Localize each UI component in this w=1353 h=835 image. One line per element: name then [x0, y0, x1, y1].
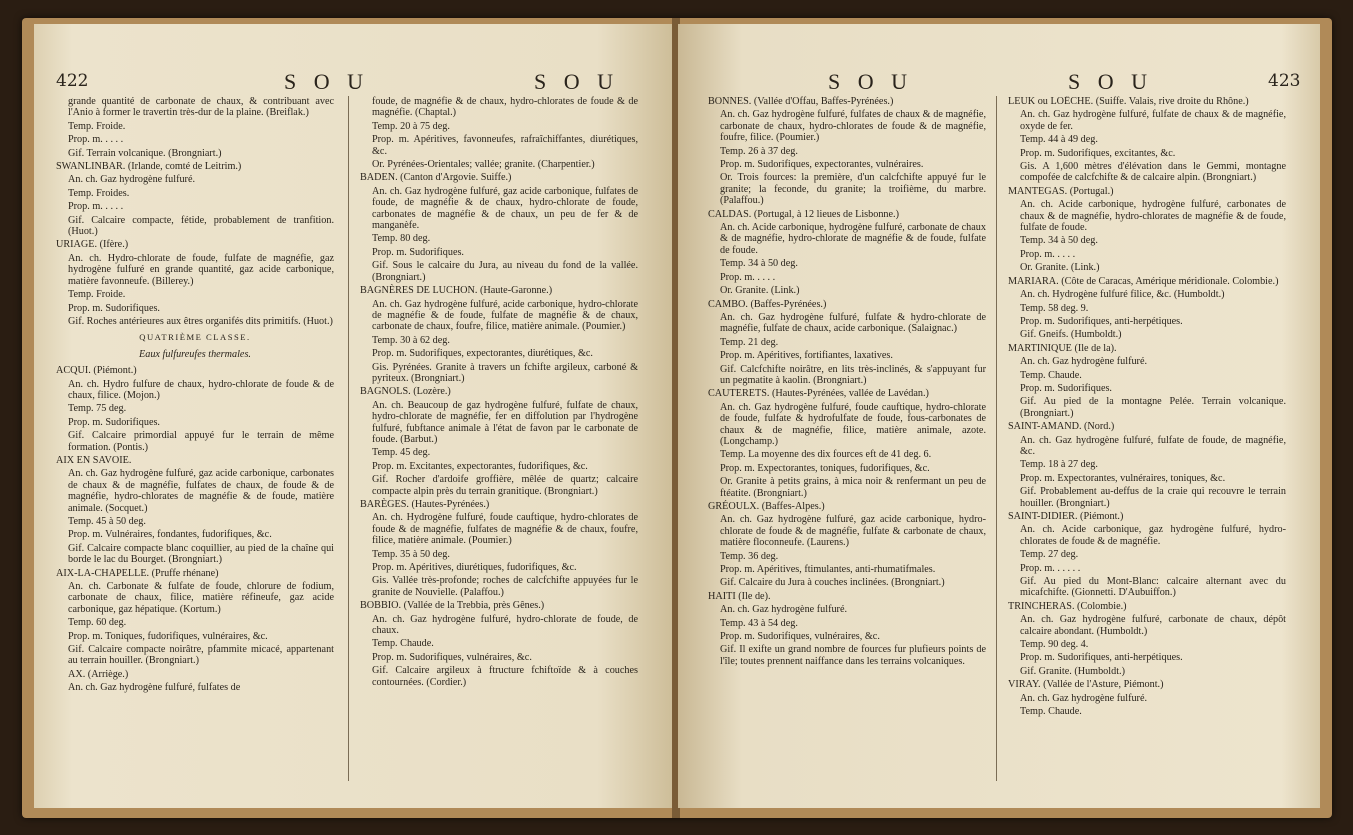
entry-line: URIAGE. (Ifère.) — [56, 239, 129, 251]
entry-line: Temp. Chaude. — [1020, 706, 1082, 718]
entry-line: Gif. Rocher d'ardoife groffière, mêlée de quartz; calcaire compacte alpin près du terrain granitique. (Brongniart.) — [372, 474, 638, 497]
entry-line: Prop. m. Sudorifiques, expectorantes, vulnéraires. — [720, 159, 924, 171]
right-page — [678, 24, 1320, 808]
entry-line: Temp. Chaude. — [1020, 369, 1082, 381]
entry-line: Gif. Probablement au-deffus de la craie qui recouvre le terrain houiller. (Brongniart.) — [1020, 486, 1286, 509]
entry-line: Prop. m. Apéritives, fortifiantes, laxatives. — [720, 350, 893, 362]
entry-line: Temp. Chaude. — [372, 638, 434, 650]
entry-line: Temp. 44 à 49 deg. — [1020, 134, 1098, 146]
entry-line: An. ch. Hydro fulfure de chaux, hydro-chlorate de foude & de chaux, filice. (Mojon.) — [68, 378, 334, 401]
entry-line: Gif. Gneifs. (Humboldt.) — [1020, 329, 1122, 341]
entry-line: Prop. m. Vulnéraires, fondantes, fudorifiques, &c. — [68, 529, 272, 541]
entry-line: Temp. 36 deg. — [720, 550, 779, 562]
entry-line: LEUK ou LOËCHE. (Suiffe. Valais, rive droite du Rhône.) — [1008, 96, 1249, 107]
entry-line: Prop. m. Excitantes, expectorantes, fudorifiques, &c. — [372, 460, 588, 472]
entry-line: Prop. m. Sudorifiques. — [68, 302, 160, 314]
entry-line: AX. (Arriège.) — [68, 668, 129, 680]
entry-line: SWANLINBAR. (Irlande, comté de Leitrim.) — [56, 161, 242, 173]
entry-line: An. ch. Acide carbonique, gaz hydrogène fulfuré, hydro-chlorates de foude & de magnéfie. — [1020, 524, 1286, 547]
entry-line: Temp. Froide. — [68, 120, 126, 132]
entry-line: Gif. Roches antérieures aux êtres organifés dits primitifs. (Huot.) — [68, 315, 333, 327]
left-column-2 — [360, 96, 638, 786]
page-number-left: 422 — [56, 71, 89, 91]
entry-line: Gif. Calcfchifte noirâtre, en lits très-inclinés, & s'appuyant fur un pegmatite à kaolin. (Brongniart.) — [720, 363, 986, 386]
entry-line: Prop. m. Apéritives, diurétiques, fudorifiques, &c. — [372, 562, 577, 574]
entry-line: An. ch. Carbonate & fulfate de foude, chlorure de fodium, carbonate de chaux, filice, matière réfineufe, gaz acide carbonique, gaz hépatique. (Kortum.) — [68, 581, 334, 615]
entry-line: Eaux fulfureufes thermales. — [139, 348, 251, 360]
entry-line: Gif. Calcaire du Jura à couches inclinées. (Brongniart.) — [720, 577, 945, 589]
entry-line: Gif. Calcaire compacte, fétide, probablement de tranfition. (Huot.) — [68, 214, 334, 238]
entry-line: foude, de magnéfie & de chaux, hydro-chlorates de foude & de magnéfie. (Chaptal.) — [372, 96, 638, 119]
entry-line: Temp. 27 deg. — [1020, 549, 1079, 561]
entry-line: An. ch. Gaz hydrogène fulfuré. — [68, 174, 196, 186]
entry-line: Prop. m. Expectorantes, vulnéraires, toniques, &c. — [1020, 472, 1226, 484]
entry-line: QUATRIÈME CLASSE. — [139, 332, 251, 343]
entry-line: Temp. 20 à 75 deg. — [372, 120, 450, 132]
entry-line: An. ch. Gaz hydrogène fulfuré, carbonate de chaux, dépôt calcaire abondant. (Humboldt.) — [1020, 614, 1286, 637]
entry-line: Prop. m. Sudorifiques. — [1020, 382, 1112, 394]
open-book — [22, 18, 1332, 818]
entry-line: Gif. Calcaire argileux à ftructure fchiftoïde & à couches contournées. (Cordier.) — [372, 665, 638, 688]
entry-line: HAITI (Ile de). — [708, 590, 771, 602]
entry-line: Temp. 58 deg. 9. — [1020, 302, 1089, 314]
entry-line: Gis. Vallée très-profonde; roches de calcfchifte appuyées fur le granite de Nouvielle. (Palaffou.) — [372, 575, 638, 598]
running-head-right: S O U — [1068, 69, 1154, 94]
entry-line: Temp. 30 à 62 deg. — [372, 334, 450, 346]
entry-line: Temp. 90 deg. 4. — [1020, 639, 1089, 651]
entry-line: Gif. Au pied de la montagne Pelée. Terrain volcanique. (Brongniart.) — [1020, 396, 1286, 419]
left-column-1 — [56, 96, 334, 786]
right-column-1 — [708, 96, 986, 786]
entry-line: Temp. 21 deg. — [720, 336, 779, 348]
entry-line: Gif. Calcaire primordial appuyé fur le terrain de même formation. (Pontis.) — [68, 430, 334, 453]
entry-line: VIRAY. (Vallée de l'Asture, Piémont.) — [1008, 679, 1164, 691]
entry-line: AIX EN SAVOIE. — [56, 454, 132, 466]
entry-line: Gif. Calcaire compacte blanc coquillier, au pied de la chaîne qui borde le lac du Bourget. (Brongniart.) — [68, 542, 334, 566]
entry-line: Or. Trois fources: la première, d'un calcfchifte appuyé fur le granite; la feconde, du granite; la troifième, du marbre. (Palaffou.) — [720, 172, 986, 207]
entry-line: Temp. 45 à 50 deg. — [68, 516, 146, 527]
entry-line: An. ch. Gaz hydrogène fulfuré, fulfates de chaux & de magnéfie, carbonate de chaux, hydro-chlorates de foude & de magnéfie, foufre, filice. (Poumier.) — [720, 109, 986, 144]
entry-line: Prop. m. . . . . — [68, 201, 124, 213]
entry-line: Prop. m. . . . . — [720, 271, 776, 283]
entry-line: Prop. m. Apéritives, ftimulantes, anti-rhumatifmales. — [720, 564, 936, 576]
entry-line: BAGNÈRES DE LUCHON. (Haute-Garonne.) — [360, 285, 553, 297]
entry-line: Prop. m. Sudorifiques, excitantes, &c. — [1020, 147, 1176, 159]
entry-line: An. ch. Gaz hydrogène fulfuré, foude cauftique, hydro-chlorate de foude, fulfate & hydrofulfate de foude, fous-carbonates de chaux & de magnéfie, filice, matière animale, azote. (Longchamp.) — [720, 401, 986, 447]
running-head-left-col2: S O U — [534, 69, 620, 94]
entry-line: An. ch. Gaz hydrogène fulfuré. — [720, 604, 848, 616]
entry-line: An. ch. Gaz hydrogène fulfuré, gaz acide carbonique, carbonates de chaux & de magnéfie, fulfates de chaux, de foude & de magnéfie, hydro-chlorates de magnéfie & de foude, matière animale. (Socquet.) — [68, 468, 334, 514]
entry-line: Temp. Froides. — [68, 187, 130, 199]
entry-line: TRINCHERAS. (Colombie.) — [1008, 600, 1127, 612]
entry-line: Prop. m. Sudorifiques. — [68, 416, 160, 428]
entry-line: Or. Granite. (Link.) — [1020, 262, 1100, 274]
entry-line: ACQUI. (Piémont.) — [56, 365, 137, 377]
entry-line: Temp. 35 à 50 deg. — [372, 548, 450, 560]
entry-line: Temp. 34 à 50 deg. — [720, 258, 798, 270]
entry-line: GRÉOULX. (Baffes-Alpes.) — [708, 501, 825, 512]
right-column-2 — [1008, 96, 1286, 786]
column-rule — [348, 96, 349, 781]
entry-line: BADEN. (Canton d'Argovie. Suiffe.) — [360, 172, 512, 184]
entry-line: An. ch. Acide carbonique, hydrogène fulfuré, carbonates de chaux & de magnéfie, hydro-chlorates de magnéfie & de foude, fulfate de foude. — [1020, 199, 1286, 234]
column-rule — [996, 96, 997, 781]
entry-line: Prop. m. Apéritives, favonneufes, rafraîchiffantes, diurétiques, &c. — [372, 134, 638, 157]
entry-line: Temp. 18 à 27 deg. — [1020, 459, 1098, 471]
entry-line: Gif. Calcaire compacte noirâtre, pfammite micacé, appartenant au terrain houiller. (Brongniart.) — [68, 644, 334, 667]
entry-line: An. ch. Gaz hydrogène fulfuré, gaz acide carbonique, hydro-chlorate de foude & de magnéfie, fulfate & carbonate de chaux, matière floconneufe. (Laurens.) — [720, 514, 986, 549]
entry-line: Temp. 75 deg. — [68, 403, 127, 415]
entry-line: Gif. Il exifte un grand nombre de fources fur plufieurs points de l'île; toutes prennent naiffance dans les terrains volcaniques. — [720, 644, 986, 667]
entry-line: Gis. Pyrénées. Granite à travers un fchifte argileux, carboné & pyriteux. (Brongniart.) — [372, 361, 638, 384]
left-page — [34, 24, 674, 808]
running-head-left: S O U — [284, 69, 370, 94]
entry-line: An. ch. Gaz hydrogène fulfuré, hydro-chlorate de foude, de chaux. — [372, 613, 638, 637]
entry-line: CALDAS. (Portugal, à 12 lieues de Lisbonne.) — [708, 208, 899, 220]
entry-line: Prop. m. . . . . . — [1020, 562, 1081, 574]
entry-line: CAUTERETS. (Hautes-Pyrénées, vallée de Lavédan.) — [708, 388, 929, 400]
entry-line: BOBBIO. (Vallée de la Trebbia, près Gênes.) — [360, 600, 545, 612]
entry-line: Gif. Au pied du Mont-Blanc: calcaire alternant avec du micafchifte. (Gionnetti. D'Aubuiffon.) — [1020, 576, 1286, 599]
entry-line: Or. Pyrénées-Orientales; vallée; granite. (Charpentier.) — [372, 159, 595, 171]
entry-line: An. ch. Gaz hydrogène fulfuré, acide carbonique, hydro-chlorate de magnéfie & de foude, fulfate de magnéfie & de chaux, carbonate de chaux, foufre, filice, matière animale. (Poumier.) — [372, 298, 638, 333]
entry-line: Prop. m. Sudorifiques. — [372, 246, 464, 258]
entry-line: MARTINIQUE (Ile de la). — [1008, 342, 1117, 354]
entry-line: Prop. m. . . . . — [68, 134, 124, 146]
entry-line: Temp. Froide. — [68, 289, 126, 301]
entry-line: AIX-LA-CHAPELLE. (Pruffe rhénane) — [56, 567, 219, 579]
entry-line: grande quantité de carbonate de chaux, & contribuant avec l'Anio à former le travertin très-dur de la plaine. (Breiflak.) — [68, 96, 334, 119]
entry-line: Gif. Sous le calcaire du Jura, au niveau du fond de la vallée. (Brongniart.) — [372, 260, 638, 283]
entry-line: Gis. A 1,600 mètres d'élévation dans le Gemmi, montagne compofée de calcfchifte & de calcaire alpin. (Brongniart.) — [1020, 161, 1286, 184]
entry-line: Prop. m. Toniques, fudorifiques, vulnéraires, &c. — [68, 630, 268, 642]
entry-line: SAINT-AMAND. (Nord.) — [1008, 421, 1115, 433]
entry-line: CAMBO. (Baffes-Pyrénées.) — [708, 298, 827, 310]
entry-line: Prop. m. Sudorifiques, vulnéraires, &c. — [372, 651, 532, 663]
entry-line: An. ch. Beaucoup de gaz hydrogène fulfuré, fulfate de chaux, hydro-chlorate de magnéfie, fer en diffolution par l'hydrogène fulfuré, fubftance animale à l'état de favon par le carbonate de foude. (Barbut.) — [372, 399, 638, 445]
running-head-right-col1: S O U — [828, 69, 914, 94]
entry-line: An. ch. Acide carbonique, hydrogène fulfuré, carbonate de chaux & de magnéfie, hydro-chlorate de magnéfie & de foude, fulfate de foude. — [720, 222, 986, 256]
entry-line: Prop. m. . . . . — [1020, 248, 1076, 260]
entry-line: Or. Granite. (Link.) — [720, 285, 800, 297]
entry-line: An. ch. Hydrogène fulfuré, foude cauftique, hydro-chlorates de foude & de magnéfie, fulfates de magnéfie & de chaux, foufre, filice, matière animale. (Poumier.) — [372, 512, 638, 547]
entry-line: MARIARA. (Côte de Caracas, Amérique méridionale. Colombie.) — [1008, 275, 1279, 287]
entry-line: Temp. 45 deg. — [372, 447, 431, 459]
entry-line: Temp. 34 à 50 deg. — [1020, 235, 1098, 247]
entry-line: Prop. m. Sudorifiques, expectorantes, diurétiques, &c. — [372, 348, 593, 360]
entry-line: An. ch. Gaz hydrogène fulfuré, fulfate de chaux & de magnéfie, oxyde de fer. — [1020, 109, 1286, 132]
entry-line: Prop. m. Sudorifiques, vulnéraires, &c. — [720, 631, 880, 643]
entry-line: Prop. m. Expectorantes, toniques, fudorifiques, &c. — [720, 462, 930, 474]
entry-line: Gif. Terrain volcanique. (Brongniart.) — [68, 147, 222, 159]
entry-line: SAINT-DIDIER. (Piémont.) — [1008, 511, 1124, 522]
entry-line: An. ch. Gaz hydrogène fulfuré. — [1020, 692, 1148, 704]
entry-line: Gif. Granite. (Humboldt.) — [1020, 665, 1125, 677]
entry-line: An. ch. Hydrogène fulfuré filice, &c. (Humboldt.) — [1020, 289, 1225, 301]
entry-line: Temp. 60 deg. — [68, 617, 127, 629]
entry-line: BARÈGES. (Hautes-Pyrénées.) — [360, 499, 490, 510]
entry-line: BONNES. (Vallée d'Offau, Baffes-Pyrénées.) — [708, 96, 894, 107]
entry-line: Temp. 26 à 37 deg. — [720, 145, 798, 157]
entry-line: Prop. m. Sudorifiques, anti-herpétiques. — [1020, 652, 1183, 664]
entry-line: MANTEGAS. (Portugal.) — [1008, 185, 1114, 197]
entry-line: Temp. 80 deg. — [372, 233, 431, 245]
entry-line: An. ch. Gaz hydrogène fulfuré, fulfate & hydro-chlorate de magnéfie, fulfate de chaux, acide carbonique. (Salaignac.) — [720, 311, 986, 335]
entry-line: An. ch. Gaz hydrogène fulfuré, fulfates de — [68, 682, 241, 694]
page-number-right: 423 — [1268, 71, 1301, 91]
entry-line: An. ch. Gaz hydrogène fulfuré, fulfate de foude, de magnéfie, &c. — [1020, 434, 1286, 457]
entry-line: An. ch. Hydro-chlorate de foude, fulfate de magnéfie, gaz hydrogène fulfuré en grande quantité, gaz acide carbonique, matière favonneufe. (Billerey.) — [68, 252, 334, 287]
entry-line: Temp. 43 à 54 deg. — [720, 617, 798, 629]
entry-line: Prop. m. Sudorifiques, anti-herpétiques. — [1020, 315, 1183, 327]
entry-line: An. ch. Gaz hydrogène fulfuré. — [1020, 356, 1148, 368]
entry-line: Temp. La moyenne des dix fources eft de 41 deg. 6. — [720, 449, 932, 461]
entry-line: An. ch. Gaz hydrogène fulfuré, gaz acide carbonique, fulfates de foude, de magnéfie & de chaux, hydro-chlorate de foude, carbonates de magnéfie & de chaux, un peu de fer & de manganèfe. — [372, 185, 638, 232]
entry-line: Or. Granite à petits grains, à mica noir & renfermant un peu de ftéatite. (Brongniart.) — [720, 476, 986, 499]
entry-line: BAGNOLS. (Lozère.) — [360, 386, 451, 398]
